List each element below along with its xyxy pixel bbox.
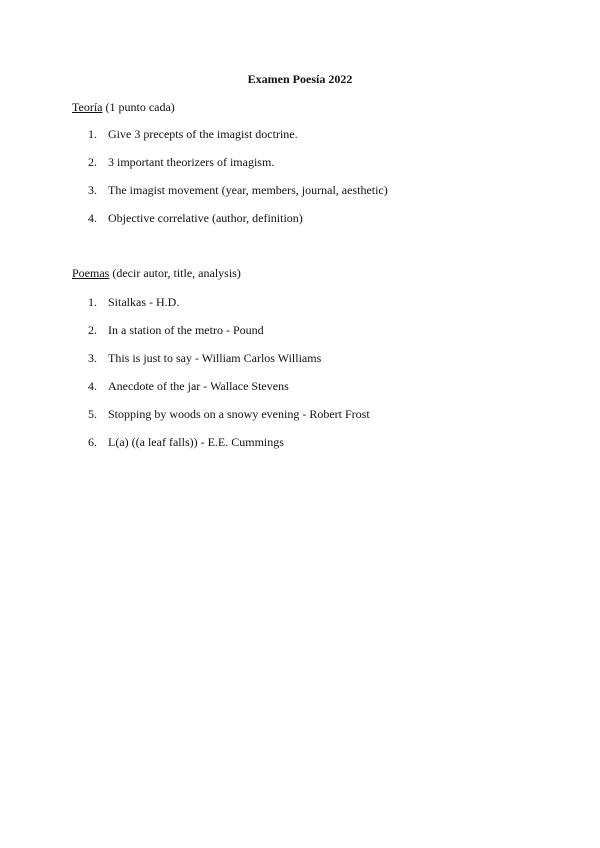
theory-heading-note: (1 punto cada) bbox=[102, 100, 175, 114]
item-number: 2. bbox=[88, 155, 97, 169]
item-number: 6. bbox=[88, 435, 97, 449]
list-item bbox=[88, 127, 388, 155]
item-number: 2. bbox=[88, 323, 97, 337]
item-number: 4. bbox=[88, 211, 97, 225]
poems-list bbox=[88, 295, 370, 463]
list-item bbox=[88, 295, 370, 323]
poems-section-heading bbox=[72, 266, 241, 281]
theory-question-list bbox=[88, 127, 388, 239]
list-item bbox=[88, 435, 370, 463]
document-title: Examen Poesía 2022 bbox=[247, 72, 353, 86]
list-item bbox=[88, 323, 370, 351]
item-number: 3. bbox=[88, 351, 97, 365]
item-text: Anecdote of the jar - Wallace Stevens bbox=[108, 379, 289, 393]
theory-heading-label: Teoría bbox=[72, 100, 103, 114]
item-text: 3 important theorizers of imagism. bbox=[108, 155, 275, 169]
item-text: Objective correlative (author, definition) bbox=[108, 211, 303, 225]
item-number: 1. bbox=[88, 127, 97, 141]
list-item bbox=[88, 183, 388, 211]
item-text: Give 3 precepts of the imagist doctrine. bbox=[108, 127, 298, 141]
list-item bbox=[88, 351, 370, 379]
item-number: 3. bbox=[88, 183, 97, 197]
list-item bbox=[88, 155, 388, 183]
item-text: In a station of the metro - Pound bbox=[108, 323, 264, 337]
item-text: This is just to say - William Carlos Williams bbox=[108, 351, 322, 365]
item-text: The imagist movement (year, members, journal, aesthetic) bbox=[108, 183, 388, 197]
poems-heading-note: (decir autor, title, analysis) bbox=[109, 266, 241, 280]
poems-heading-label: Poemas bbox=[72, 266, 110, 280]
list-item bbox=[88, 211, 388, 239]
item-number: 4. bbox=[88, 379, 97, 393]
list-item bbox=[88, 407, 370, 435]
item-number: 5. bbox=[88, 407, 97, 421]
list-item bbox=[88, 379, 370, 407]
item-number: 1. bbox=[88, 295, 97, 309]
item-text: Sitalkas - H.D. bbox=[108, 295, 180, 309]
item-text: L(a) ((a leaf falls)) - E.E. Cummings bbox=[108, 435, 284, 449]
theory-section-heading bbox=[72, 100, 175, 115]
item-text: Stopping by woods on a snowy evening - Robert Frost bbox=[108, 407, 370, 421]
